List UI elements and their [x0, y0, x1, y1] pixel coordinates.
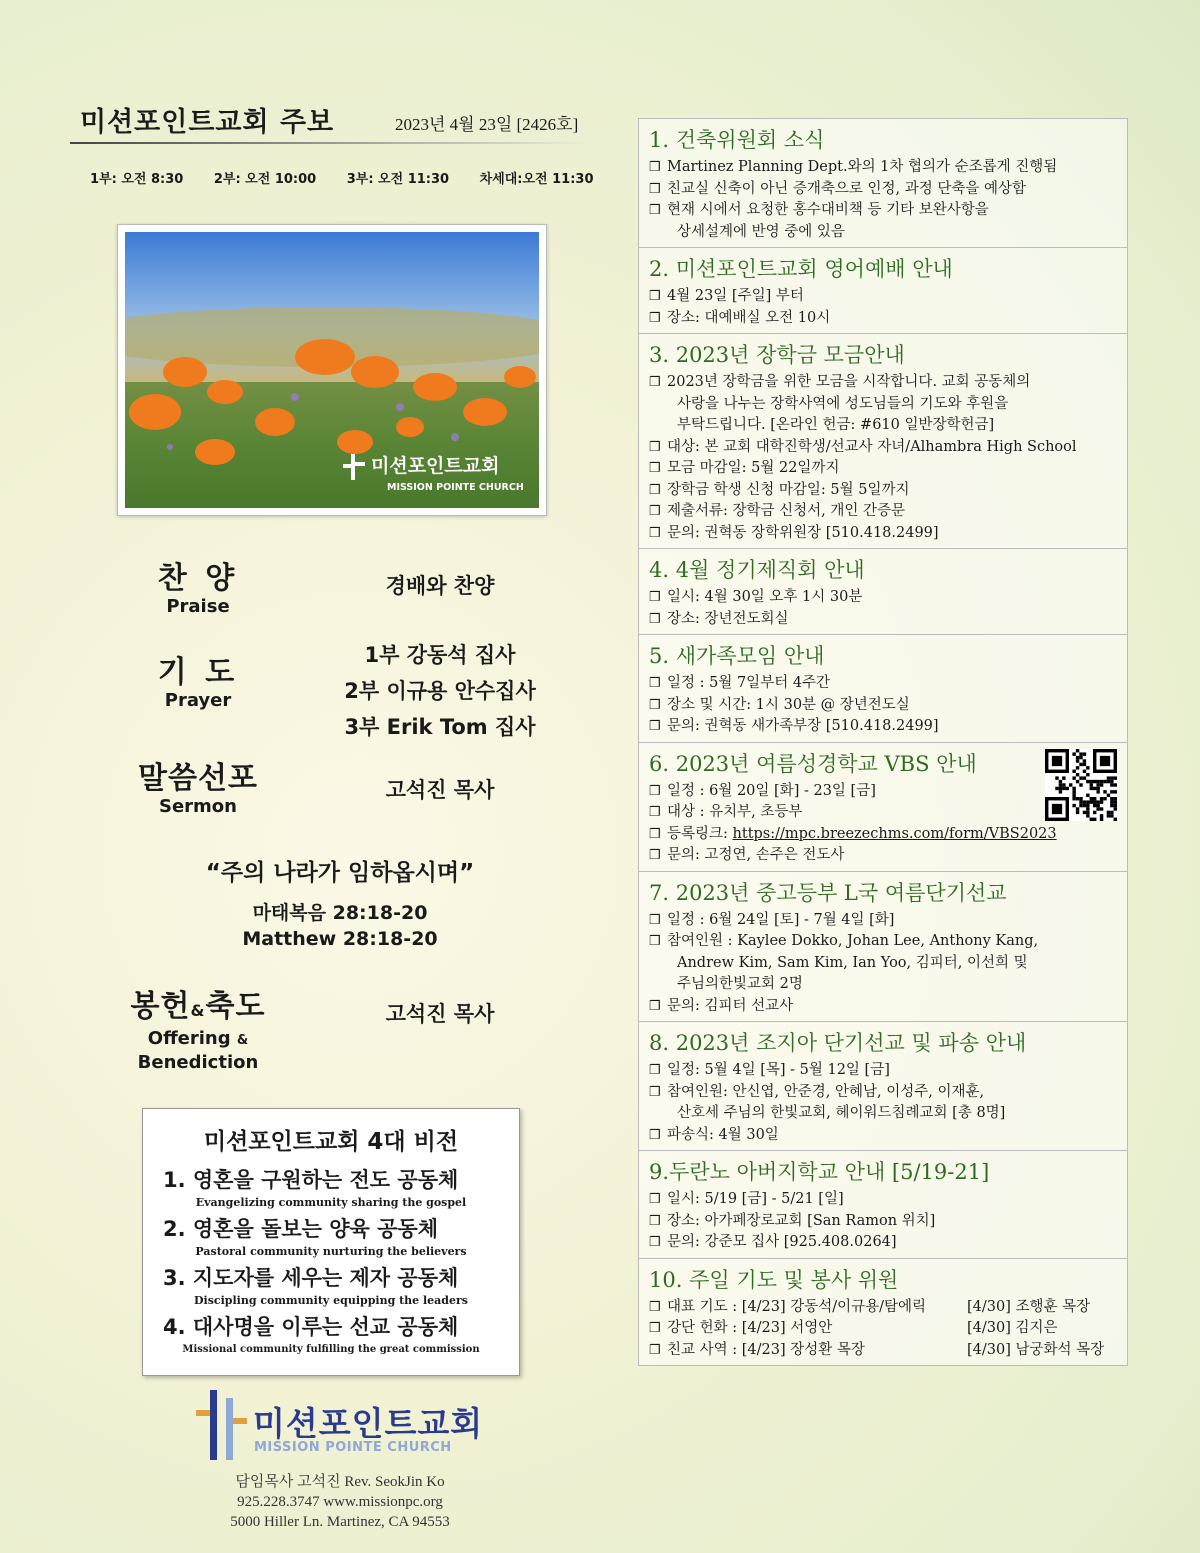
announcement-item: 주님의한빛교회 2명	[677, 976, 803, 992]
announcement-section	[639, 549, 1127, 635]
announcement-title: 8. 2023년 조지아 단기선교 및 파송 안내	[649, 1031, 1027, 1055]
announcement-title: 1. 건축위원회 소식	[649, 128, 825, 152]
praise-label: 찬 양 Praise	[157, 561, 239, 617]
announcement-section	[639, 743, 1127, 872]
prayer-leaders	[310, 637, 570, 745]
announcement-item: ❒ 강단 헌화 : [4/23] 서영안 [4/30] 김지은	[649, 1318, 1117, 1340]
announcement-item: ❒ 장소: 장년전도회실	[649, 609, 1117, 631]
announcement-item: ❒ 등록링크: https://mpc.breezechms.com/form/VBS2023	[649, 824, 1117, 846]
announcement-section	[639, 248, 1127, 334]
service-time-2: 2부: 오전 10:00	[213, 172, 317, 187]
announcement-section	[639, 119, 1127, 248]
announcement-item: ❒ 문의: 권혁동 장학위원장 [510.418.2499]	[649, 523, 1117, 545]
vision-item: 2. 영혼을 돌보는 양육 공동체 Pastoral community nurturing the believers	[163, 1217, 467, 1258]
announcement-item: 산호세 주님의 한빛교회, 헤이워드침례교회 [총 8명]	[677, 1105, 1006, 1121]
announcement-title: 9.두란노 아버지학교 안내 [5/19-21]	[649, 1160, 990, 1184]
announcement-title: 4. 4월 정기제직회 안내	[649, 558, 865, 582]
announcement-title: 6. 2023년 여름성경학교 VBS 안내	[649, 751, 977, 776]
announcement-item: ❒ 문의: 고정연, 손주은 전도사	[649, 845, 1117, 867]
poppy-field-image	[125, 232, 539, 508]
announcement-item: ❒ 현재 시에서 요청한 홍수대비책 등 기타 보완사항을	[649, 200, 1117, 222]
offering-value: 고석진 목사	[385, 1002, 495, 1026]
scripture-ko: 마태복음 28:18-20	[252, 902, 428, 924]
sermon-label: 말씀선포 Sermon	[138, 761, 258, 817]
church-logo-en: MISSION POINTE CHURCH	[254, 1440, 452, 1455]
pastor-line: 담임목사 고석진 Rev. SeokJin Ko	[235, 1474, 445, 1490]
announcement-section	[639, 1151, 1127, 1259]
announcement-item: ❒ 제출서류: 장학금 신청서, 개인 간증문	[649, 501, 1117, 523]
announcement-item: ❒ 2023년 장학금을 위한 모금을 시작합니다. 교회 공동체의	[649, 372, 1117, 394]
prayer-leader-3: 3부 Erik Tom 집사	[344, 715, 536, 739]
church-footer	[180, 1472, 500, 1532]
sermon-preacher: 고석진 목사	[385, 778, 495, 802]
announcement-title: 7. 2023년 중고등부 L국 여름단기선교	[649, 880, 1007, 905]
vision-box	[142, 1108, 520, 1376]
prayer-leader-1: 1부 강동석 집사	[364, 643, 516, 667]
announcement-item: ❒ 일정 : 6월 20일 [화] - 23일 [금]	[649, 781, 1117, 803]
vision-item: 3. 지도자를 세우는 제자 공동체 Discipling community equipping the leaders	[163, 1266, 468, 1307]
announcement-item: ❒ 장소: 대예배실 오전 10시	[649, 308, 1117, 330]
announcement-item: ❒ 일정 : 6월 24일 [토] - 7월 4일 [화]	[649, 910, 1117, 932]
announcement-item: ❒ 친교실 신축이 아닌 증개축으로 인정, 과정 단축을 예상함	[649, 179, 1117, 201]
announcement-item: ❒ 장학금 학생 신청 마감일: 5월 5일까지	[649, 480, 1117, 502]
announcement-item: 상세설계에 반영 중에 있음	[677, 223, 845, 240]
announcement-section	[639, 635, 1127, 743]
announcement-item: ❒ 대상: 본 교회 대학진학생/선교사 자녀/Alhambra High School	[649, 437, 1117, 459]
announcement-item: ❒ 장소 및 시간: 1시 30분 @ 장년전도실	[649, 695, 1117, 717]
announcement-item: 부탁드립니다. [온라인 헌금: #610 일반장학헌금]	[677, 417, 995, 433]
contact-line: 925.228.3747 www.missionpc.org	[237, 1494, 443, 1510]
announcement-section	[639, 1022, 1127, 1151]
prayer-leader-2: 2부 이규용 안수집사	[344, 679, 536, 703]
bulletin-date: 2023년 4월 23일 [2426호]	[395, 115, 579, 134]
bulletin-title: 미션포인트교회 주보	[80, 107, 335, 138]
announcement-item: ❒ Martinez Planning Dept.와의 1차 협의가 순조롭게 진행됨	[649, 157, 1117, 179]
offering-label: 봉헌&축도 Offering & Benediction	[130, 989, 266, 1073]
announcement-item: ❒ 모금 마감일: 5월 22일까지	[649, 458, 1117, 480]
announcement-item: ❒ 일정 : 5월 7일부터 4주간	[649, 673, 1117, 695]
announcement-item: ❒ 파송식: 4월 30일	[649, 1125, 1117, 1147]
address-line: 5000 Hiller Ln. Martinez, CA 94553	[230, 1514, 450, 1530]
announcement-item: ❒ 대표 기도 : [4/23] 강동석/이규용/탐에릭 [4/30] 조행훈 목장	[649, 1297, 1117, 1319]
announcement-item: 사랑을 나누는 장학사역에 성도님들의 기도와 후원을	[677, 395, 1009, 412]
announcement-section	[639, 334, 1127, 549]
announcement-item: Andrew Kim, Sam Kim, Ian Yoo, 김피터, 이선희 및	[677, 954, 1028, 971]
service-time-3: 3부: 오전 11:30	[346, 172, 450, 187]
announcement-item: ❒ 일정: 5월 4일 [목] - 5월 12일 [금]	[649, 1060, 1117, 1082]
announcement-title: 10. 주일 기도 및 봉사 위원	[649, 1267, 899, 1292]
vision-title: 미션포인트교회 4대 비전	[203, 1129, 459, 1155]
announcement-item: ❒ 문의: 권혁동 새가족부장 [510.418.2499]	[649, 716, 1117, 738]
announcements-panel	[638, 118, 1128, 1366]
photo-logo-en: MISSION POINTE CHURCH	[387, 482, 524, 493]
service-times	[90, 168, 620, 187]
church-cross-icon	[196, 1388, 248, 1464]
announcement-item: ❒ 4월 23일 [주일] 부터	[649, 286, 1117, 308]
prayer-label: 기 도 Prayer	[157, 655, 239, 711]
praise-value: 경배와 찬양	[385, 574, 495, 598]
vision-item: 1. 영혼을 구원하는 전도 공동체 Evangelizing community sharing the gospel	[163, 1168, 467, 1209]
header-divider	[70, 142, 590, 144]
scripture-en: Matthew 28:18-20	[242, 928, 438, 950]
announcement-item: ❒ 일시: 5/19 [금] - 5/21 [일]	[649, 1189, 1117, 1211]
vision-item: 4. 대사명을 이루는 선교 공동체 Missional community fulfilling the great commission	[163, 1315, 480, 1355]
photo-logo-ko: 미션포인트교회	[371, 455, 500, 477]
service-time-youth: 차세대:오전 11:30	[479, 172, 594, 187]
announcement-title: 5. 새가족모임 안내	[649, 644, 825, 668]
announcement-item: ❒ 일시: 4월 30일 오후 1시 30분	[649, 587, 1117, 609]
service-time-1: 1부: 오전 8:30	[90, 172, 184, 187]
announcement-item: ❒ 참여인원: 안신엽, 안준경, 안혜남, 이성주, 이재훈,	[649, 1082, 1117, 1104]
sermon-title: “주의 나라가 임하옵시며”	[205, 860, 475, 886]
announcement-item: ❒ 장소: 아가페장로교회 [San Ramon 위치]	[649, 1211, 1117, 1233]
announcement-item: ❒ 문의: 강준모 집사 [925.408.0264]	[649, 1232, 1117, 1254]
announcement-item: ❒ 참여인원 : Kaylee Dokko, Johan Lee, Anthony Kang,	[649, 931, 1117, 953]
cover-photo	[117, 224, 547, 516]
announcement-item: ❒ 문의: 김피터 선교사	[649, 996, 1117, 1018]
announcement-item: ❒ 대상 : 유치부, 초등부	[649, 802, 1117, 824]
announcement-section	[639, 1259, 1127, 1366]
announcement-section	[639, 872, 1127, 1023]
church-logo-ko: 미션포인트교회	[253, 1404, 484, 1443]
vbs-registration-link[interactable]: https://mpc.breezechms.com/form/VBS2023	[732, 825, 1057, 842]
announcement-title: 3. 2023년 장학금 모금안내	[649, 343, 905, 367]
announcement-item: ❒ 친교 사역 : [4/23] 장성환 목장 [4/30] 남궁화석 목장	[649, 1340, 1117, 1362]
announcement-title: 2. 미션포인트교회 영어예배 안내	[649, 257, 953, 281]
